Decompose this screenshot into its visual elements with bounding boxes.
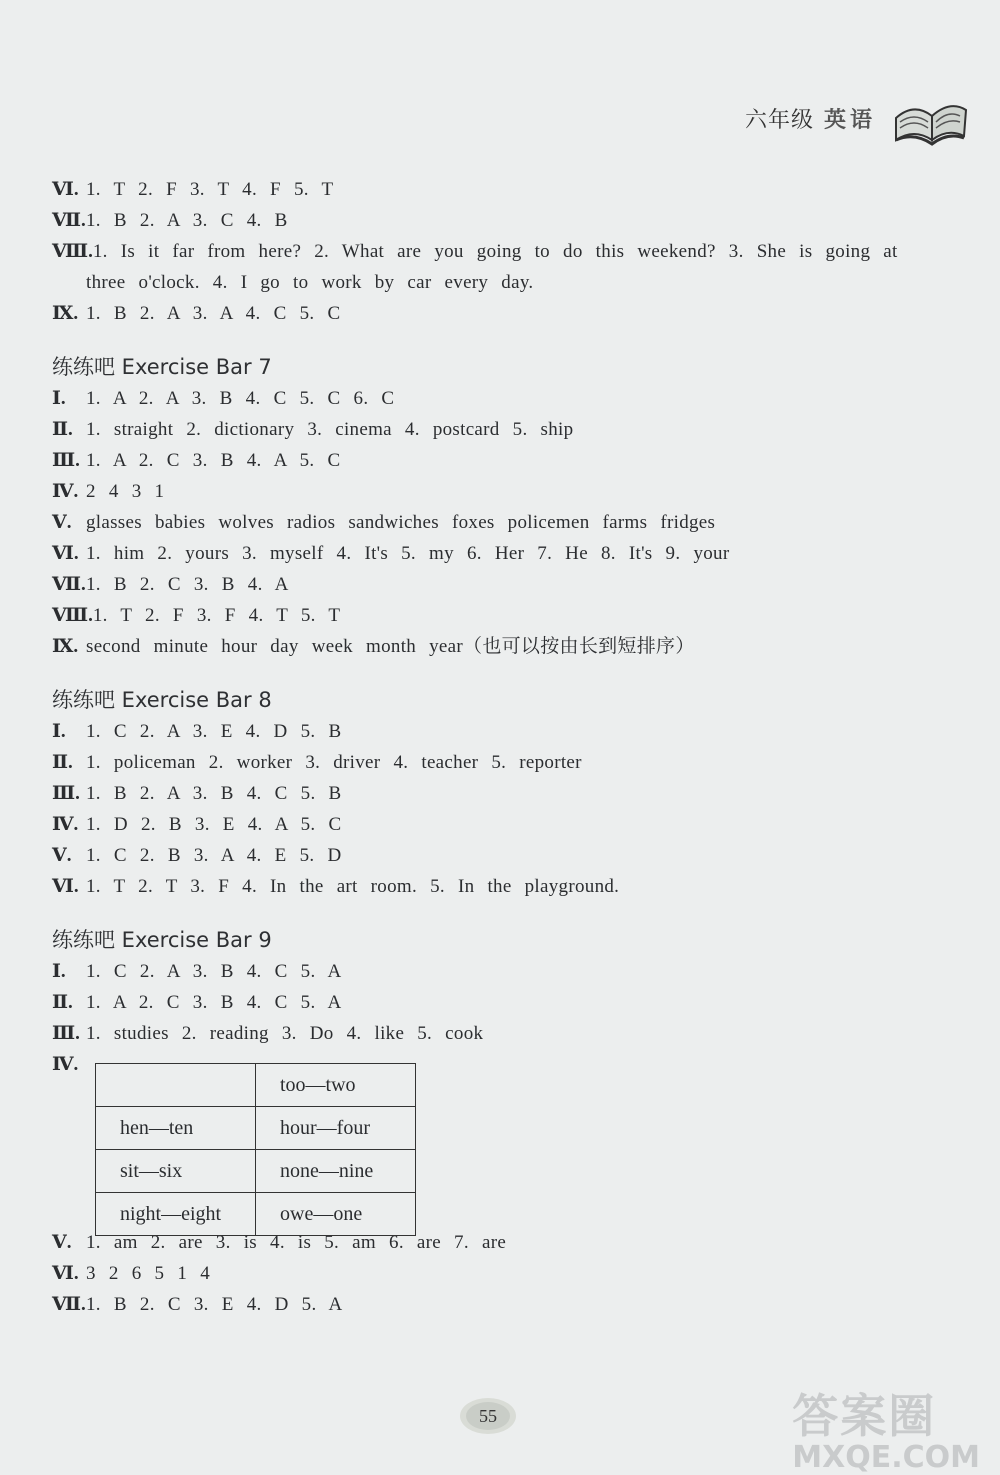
answer-line-table — [52, 1049, 932, 1227]
table-cell: hour—four — [256, 1107, 416, 1150]
table-row — [96, 1064, 416, 1107]
answer-text: 1. D 2. B 3. E 4. A 5. C — [86, 814, 342, 835]
item-number: Ⅷ. — [52, 241, 93, 262]
item-number: Ⅰ. — [52, 388, 66, 409]
answer-line — [52, 205, 932, 236]
table-cell: hen—ten — [96, 1107, 256, 1150]
answer-text: 1. studies 2. reading 3. Do 4. like 5. cook — [86, 1023, 484, 1044]
answer-text: 1. C 2. A 3. E 4. D 5. B — [86, 721, 342, 742]
item-number: Ⅴ. — [52, 512, 72, 533]
answer-text: 1. policeman 2. worker 3. driver 4. teacher 5. reporter — [86, 752, 582, 773]
answer-line — [52, 631, 932, 662]
section-title-7: 练练吧 Exercise Bar 7 — [52, 355, 272, 379]
answer-text: 1. T 2. T 3. F 4. In the art room. 5. In the playground. — [86, 876, 620, 897]
open-book-icon — [890, 88, 970, 148]
item-number: Ⅱ. — [52, 992, 73, 1013]
answer-text-continued: three o'clock. 4. I go to work by car every day. — [86, 272, 534, 293]
item-number: Ⅲ. — [52, 1023, 80, 1044]
answer-line — [52, 445, 932, 476]
table-cell — [96, 1064, 256, 1107]
block-previous — [52, 174, 932, 329]
watermark-logo: 答案圈 — [792, 1389, 937, 1443]
item-number: Ⅵ. — [52, 1263, 79, 1284]
item-number: Ⅶ. — [52, 1294, 86, 1315]
subject-label: 英语 — [823, 107, 876, 133]
answer-text: 1. C 2. A 3. B 4. C 5. A — [86, 961, 342, 982]
page-number: 55 — [458, 1396, 518, 1436]
table-cell: sit—six — [96, 1150, 256, 1193]
section-title-8: 练练吧 Exercise Bar 8 — [52, 688, 272, 712]
answer-text: 1. T 2. F 3. F 4. T 5. T — [92, 605, 341, 626]
page-header — [745, 88, 970, 148]
section-title-9: 练练吧 Exercise Bar 9 — [52, 928, 272, 952]
answer-line — [52, 987, 932, 1018]
item-number: Ⅴ. — [52, 1232, 72, 1253]
section-9-answers-a — [52, 956, 932, 1049]
section-9-answers-b — [52, 1227, 932, 1320]
answer-text: 1. B 2. C 3. B 4. A — [86, 574, 289, 595]
word-pair-table — [95, 1063, 416, 1236]
section-7-answers — [52, 383, 932, 662]
table-cell: night—eight — [96, 1193, 256, 1236]
answer-line — [52, 1018, 932, 1049]
answer-line — [52, 716, 932, 747]
answer-line — [52, 538, 932, 569]
grade-label: 六年级 — [744, 107, 814, 133]
table-cell: owe—one — [256, 1193, 416, 1236]
item-number: Ⅱ. — [52, 752, 73, 773]
table-cell: too—two — [256, 1064, 416, 1107]
answer-line — [52, 414, 932, 445]
table-row — [96, 1150, 416, 1193]
watermark-url: MXQE.COM — [792, 1440, 980, 1475]
answer-line — [52, 871, 932, 902]
answer-line — [52, 569, 932, 600]
answer-text: 1. B 2. A 3. B 4. C 5. B — [86, 783, 342, 804]
answer-line — [52, 1258, 932, 1289]
item-number: Ⅳ. — [52, 481, 79, 502]
item-number: Ⅲ. — [52, 783, 80, 804]
answer-text: second minute hour day week month year（也可以按由长到短排序） — [86, 636, 695, 657]
answer-line — [52, 174, 932, 205]
answer-text: 1. B 2. A 3. C 4. B — [86, 210, 288, 231]
answer-text: 1. A 2. A 3. B 4. C 5. C 6. C — [86, 388, 395, 409]
item-number: Ⅶ. — [52, 574, 86, 595]
item-number: Ⅰ. — [52, 961, 66, 982]
answer-text: 2 4 3 1 — [86, 481, 165, 502]
table-row — [96, 1193, 416, 1236]
item-number: Ⅲ. — [52, 450, 80, 471]
answer-text: 1. him 2. yours 3. myself 4. It's 5. my 6. Her 7. He 8. It's 9. your — [86, 543, 730, 564]
answer-line — [52, 778, 932, 809]
item-number: Ⅷ. — [52, 605, 93, 626]
item-number: Ⅳ. — [52, 814, 79, 835]
answer-text: 1. am 2. are 3. is 4. is 5. am 6. are 7. are — [86, 1232, 507, 1253]
answer-text: 1. A 2. C 3. B 4. A 5. C — [86, 450, 341, 471]
item-number: Ⅵ. — [52, 543, 79, 564]
answer-line — [52, 747, 932, 778]
answer-line — [52, 298, 932, 329]
answer-line — [52, 1289, 932, 1320]
answer-line — [52, 236, 932, 298]
answer-text: 1. straight 2. dictionary 3. cinema 4. postcard 5. ship — [86, 419, 574, 440]
answer-line — [52, 476, 932, 507]
answer-line — [52, 383, 932, 414]
answer-text: 1. B 2. A 3. A 4. C 5. C — [86, 303, 341, 324]
item-number: Ⅶ. — [52, 210, 86, 231]
answer-line — [52, 809, 932, 840]
answer-line — [52, 840, 932, 871]
answer-text: 3 2 6 5 1 4 — [86, 1263, 211, 1284]
item-number: Ⅵ. — [52, 179, 79, 200]
item-number: Ⅳ. — [52, 1054, 79, 1075]
watermark — [792, 1380, 980, 1475]
item-number: Ⅸ. — [52, 303, 79, 324]
item-number: Ⅰ. — [52, 721, 66, 742]
answer-line — [52, 507, 932, 538]
answer-text: 1. C 2. B 3. A 4. E 5. D — [86, 845, 342, 866]
section-8-answers — [52, 716, 932, 902]
item-number: Ⅵ. — [52, 876, 79, 897]
answer-text: 1. A 2. C 3. B 4. C 5. A — [86, 992, 342, 1013]
answer-content — [52, 174, 932, 1320]
answer-text: 1. Is it far from here? 2. What are you going to do this weekend? 3. She is going at — [92, 241, 898, 262]
item-number: Ⅸ. — [52, 636, 79, 657]
item-number: Ⅱ. — [52, 419, 73, 440]
answer-line — [52, 956, 932, 987]
answer-line — [52, 600, 932, 631]
answer-text: glasses babies wolves radios sandwiches foxes policemen farms fridges — [86, 512, 716, 533]
answer-text: 1. B 2. C 3. E 4. D 5. A — [86, 1294, 343, 1315]
table-cell: none—nine — [256, 1150, 416, 1193]
table-row — [96, 1107, 416, 1150]
item-number: Ⅴ. — [52, 845, 72, 866]
answer-text: 1. T 2. F 3. T 4. F 5. T — [86, 179, 334, 200]
